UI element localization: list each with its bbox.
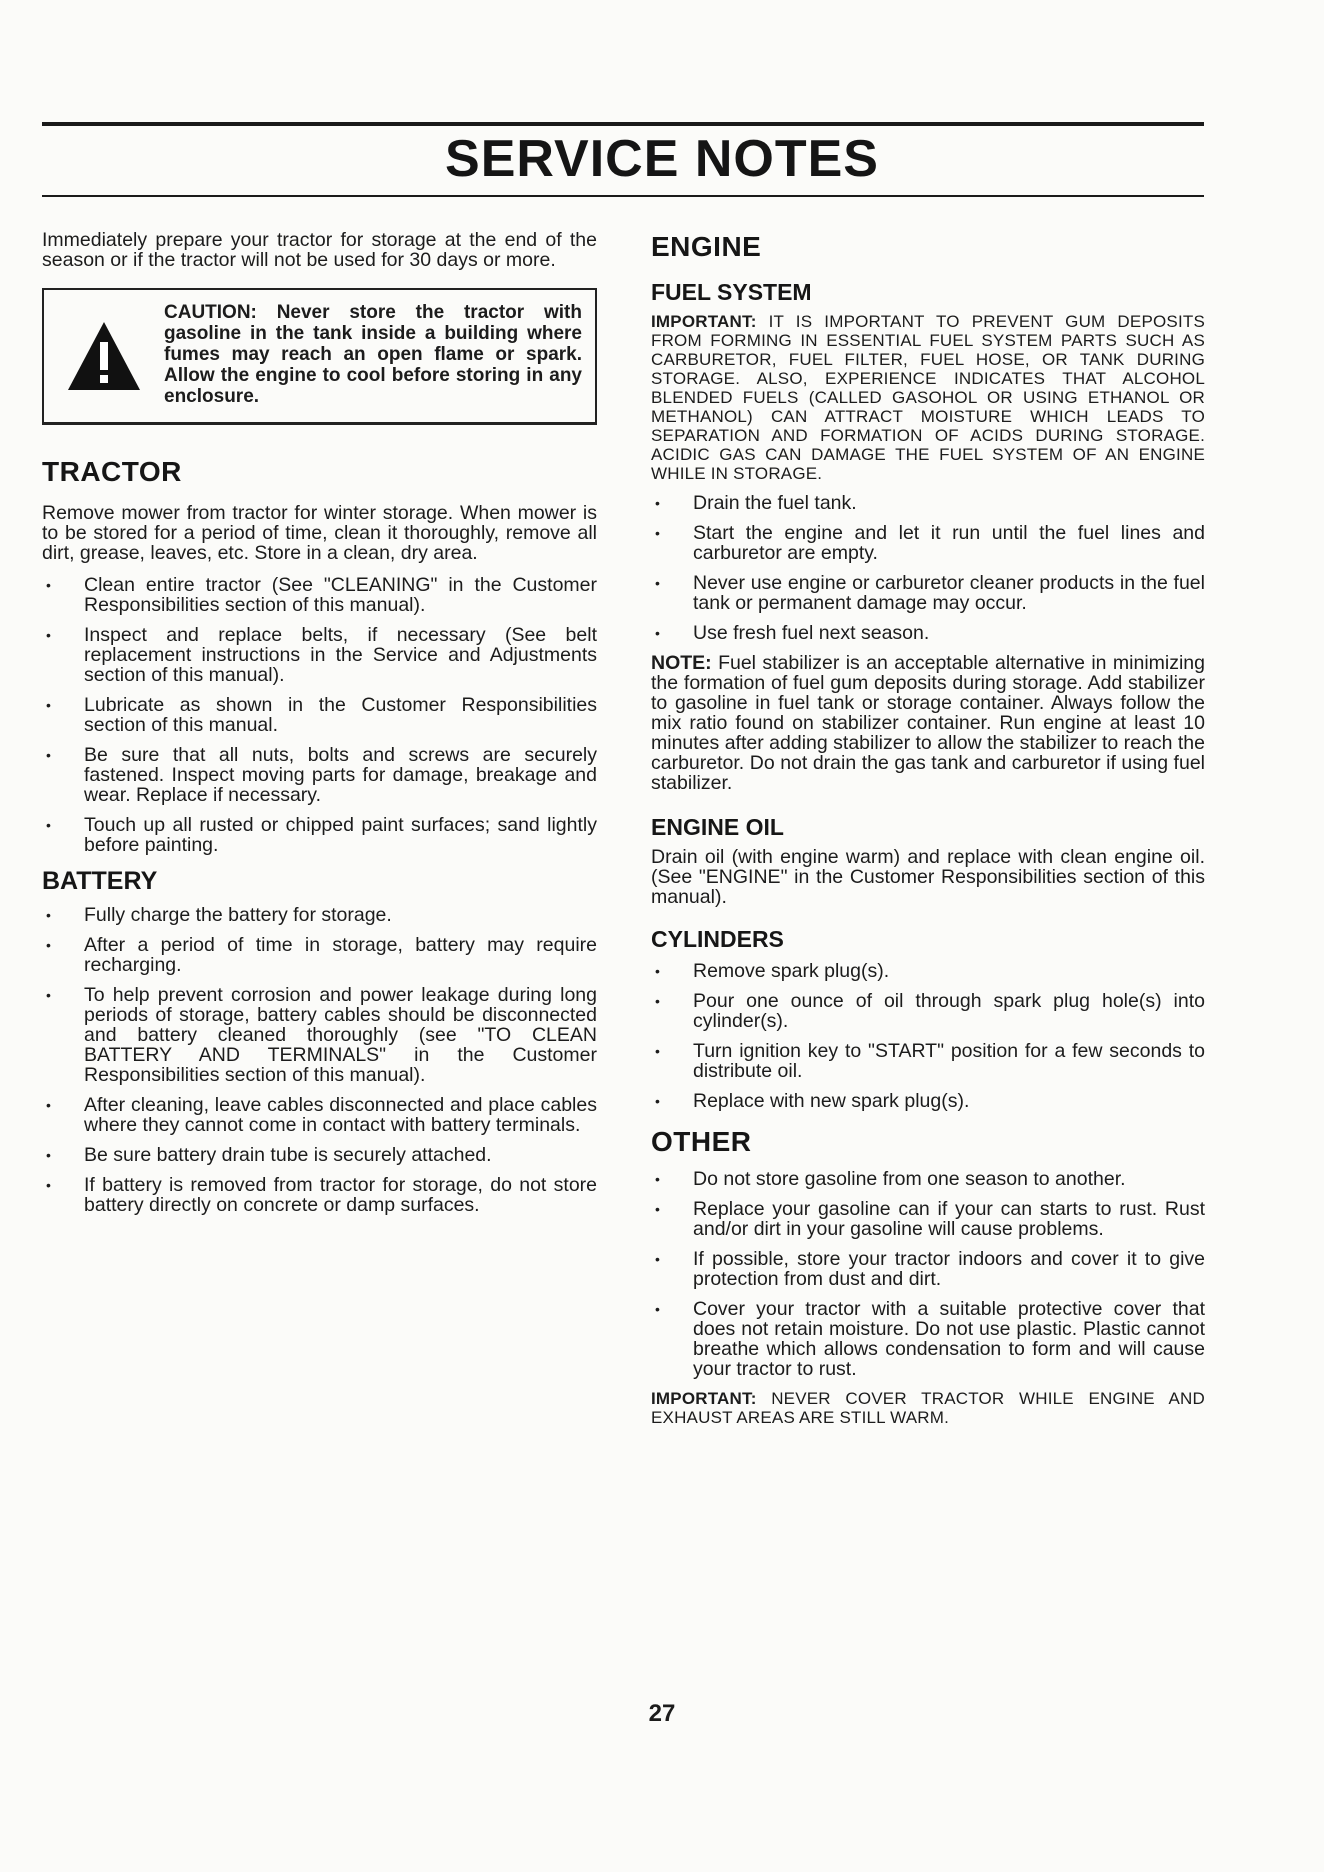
tractor-heading: TRACTOR bbox=[42, 456, 182, 487]
list-item: • Pour one ounce of oil through spark plug hole(s) into cylinder(s). bbox=[655, 990, 1205, 1032]
fuel-stabilizer-note: NOTE: Fuel stabilizer is an acceptable alternative in minimizing the formation of fuel gum deposits during storage. Add stabilizer to gasoline in fuel tank or storage container. Always follow the mix ratio found on stabilizer container. Run engine at least 10 minutes after adding stabilizer to allow the stabilizer to reach the carburetor. Do not drain the gas tank and carburetor if using fuel stabilizer. bbox=[651, 652, 1205, 794]
bullet-icon: • bbox=[655, 1301, 660, 1317]
list-item: • Use fresh fuel next season. bbox=[655, 622, 930, 644]
list-item: • To help prevent corrosion and power leakage during long periods of storage, battery cables should be disconnected and battery cleaned thoroughly (see "TO CLEAN BATTERY AND TERMINALS" in the Customer Responsibilities section of this manual). bbox=[46, 984, 597, 1086]
cylinders-list bbox=[651, 961, 1205, 1111]
bullet-icon: • bbox=[655, 1201, 660, 1217]
bullet-icon: • bbox=[46, 577, 51, 593]
caution-text: CAUTION: Never store the tractor with gasoline in the tank inside a building where fumes may reach an open flame or spark. Allow the engine to cool before storing in any enclosure. bbox=[164, 302, 582, 407]
fuel-system-heading: FUEL SYSTEM bbox=[651, 279, 812, 305]
warning-triangle-icon bbox=[66, 320, 142, 392]
list-item: • If possible, store your tractor indoors and cover it to give protection from dust and dirt. bbox=[655, 1248, 1205, 1290]
engine-oil-heading: ENGINE OIL bbox=[651, 814, 784, 840]
right-column bbox=[651, 230, 1205, 1427]
bullet-icon: • bbox=[46, 627, 51, 643]
bullet-icon: • bbox=[46, 817, 51, 833]
bullet-icon: • bbox=[655, 575, 660, 591]
engine-oil-paragraph: Drain oil (with engine warm) and replace with clean engine oil. (See "ENGINE" in the Customer Responsibilities section of this manual). bbox=[651, 846, 1205, 908]
fuel-system-list bbox=[651, 493, 1205, 643]
bullet-icon: • bbox=[655, 1171, 660, 1187]
bullet-icon: • bbox=[655, 1093, 660, 1109]
bullet-icon: • bbox=[46, 987, 51, 1003]
title-rule-bottom bbox=[42, 195, 1204, 197]
cylinders-heading: CYLINDERS bbox=[651, 926, 784, 952]
list-item: • After cleaning, leave cables disconnected and place cables where they cannot come in contact with battery terminals. bbox=[46, 1094, 597, 1136]
battery-heading: BATTERY bbox=[42, 867, 158, 895]
bullet-icon: • bbox=[655, 495, 660, 511]
tractor-paragraph: Remove mower from tractor for winter storage. When mower is to be stored for a period of time, clean it thoroughly, remove all dirt, grease, leaves, etc. Store in a clean, dry area. bbox=[42, 502, 597, 564]
list-item: • Remove spark plug(s). bbox=[655, 960, 890, 982]
bullet-icon: • bbox=[46, 697, 51, 713]
list-item: • Replace your gasoline can if your can starts to rust. Rust and/or dirt in your gasoline will cause problems. bbox=[655, 1198, 1205, 1240]
list-item: • Touch up all rusted or chipped paint surfaces; sand lightly before painting. bbox=[46, 814, 597, 856]
bullet-icon: • bbox=[46, 747, 51, 763]
bullet-icon: • bbox=[46, 937, 51, 953]
list-item: • Be sure battery drain tube is securely attached. bbox=[46, 1144, 492, 1166]
bullet-icon: • bbox=[655, 963, 660, 979]
list-item: • Fully charge the battery for storage. bbox=[46, 904, 392, 926]
list-item: • If battery is removed from tractor for storage, do not store battery directly on concrete or damp surfaces. bbox=[46, 1174, 597, 1216]
bullet-icon: • bbox=[46, 907, 51, 923]
list-item: • Cover your tractor with a suitable protective cover that does not retain moisture. Do not use plastic. Plastic cannot breathe which allows condensation to form and will cause your tractor to rust. bbox=[655, 1298, 1205, 1380]
list-item: • Drain the fuel tank. bbox=[655, 492, 857, 514]
list-item: • Turn ignition key to "START" position for a few seconds to distribute oil. bbox=[655, 1040, 1205, 1082]
bullet-icon: • bbox=[655, 525, 660, 541]
list-item: • Start the engine and let it run until the fuel lines and carburetor are empty. bbox=[655, 522, 1205, 564]
list-item: • Clean entire tractor (See "CLEANING" in the Customer Responsibilities section of this manual). bbox=[46, 574, 597, 616]
bullet-icon: • bbox=[655, 1251, 660, 1267]
bullet-icon: • bbox=[655, 993, 660, 1009]
list-item: • Replace with new spark plug(s). bbox=[655, 1090, 970, 1112]
caution-box bbox=[42, 288, 597, 425]
page-number: 27 bbox=[648, 1700, 676, 1727]
list-item: • Inspect and replace belts, if necessary (See belt replacement instructions in the Service and Adjustments section of this manual). bbox=[46, 624, 597, 686]
list-item: • After a period of time in storage, battery may require recharging. bbox=[46, 934, 597, 976]
bullet-icon: • bbox=[46, 1097, 51, 1113]
intro-paragraph: Immediately prepare your tractor for storage at the end of the season or if the tractor will not be used for 30 days or more. bbox=[42, 229, 597, 271]
list-item: • Lubricate as shown in the Customer Responsibilities section of this manual. bbox=[46, 694, 597, 736]
battery-list bbox=[42, 905, 597, 1215]
bullet-icon: • bbox=[655, 625, 660, 641]
other-important: IMPORTANT: NEVER COVER TRACTOR WHILE ENGINE AND EXHAUST AREAS ARE STILL WARM. bbox=[651, 1389, 1205, 1427]
bullet-icon: • bbox=[655, 1043, 660, 1059]
list-item: • Be sure that all nuts, bolts and screws are securely fastened. Inspect moving parts for damage, breakage and wear. Replace if necessary. bbox=[46, 744, 597, 806]
fuel-system-important: IMPORTANT: IT IS IMPORTANT TO PREVENT GUM DEPOSITS FROM FORMING IN ESSENTIAL FUEL SYSTEM PARTS SUCH AS CARBURETOR, FUEL FILTER, FUEL HOSE, OR TANK DURING STORAGE. ALSO, EXPERIENCE INDICATES THAT ALCOHOL BLENDED FUELS (CALLED GASOHOL OR USING ETHANOL OR METHANOL) CAN ATTRACT MOISTURE WHICH LEADS TO SEPARATION AND FORMATION OF ACIDS DURING STORAGE. ACIDIC GAS CAN DAMAGE THE FUEL SYSTEM OF AN ENGINE WHILE IN STORAGE. bbox=[651, 312, 1205, 483]
list-item: • Do not store gasoline from one season to another. bbox=[655, 1168, 1126, 1190]
bullet-icon: • bbox=[46, 1147, 51, 1163]
bullet-icon: • bbox=[46, 1177, 51, 1193]
other-heading: OTHER bbox=[651, 1126, 752, 1157]
left-column bbox=[42, 230, 597, 1225]
other-list bbox=[651, 1169, 1205, 1379]
list-item: • Never use engine or carburetor cleaner products in the fuel tank or permanent damage may occur. bbox=[655, 572, 1205, 614]
page-title: SERVICE NOTES bbox=[445, 130, 879, 188]
tractor-list bbox=[42, 575, 597, 855]
engine-heading: ENGINE bbox=[651, 231, 762, 262]
